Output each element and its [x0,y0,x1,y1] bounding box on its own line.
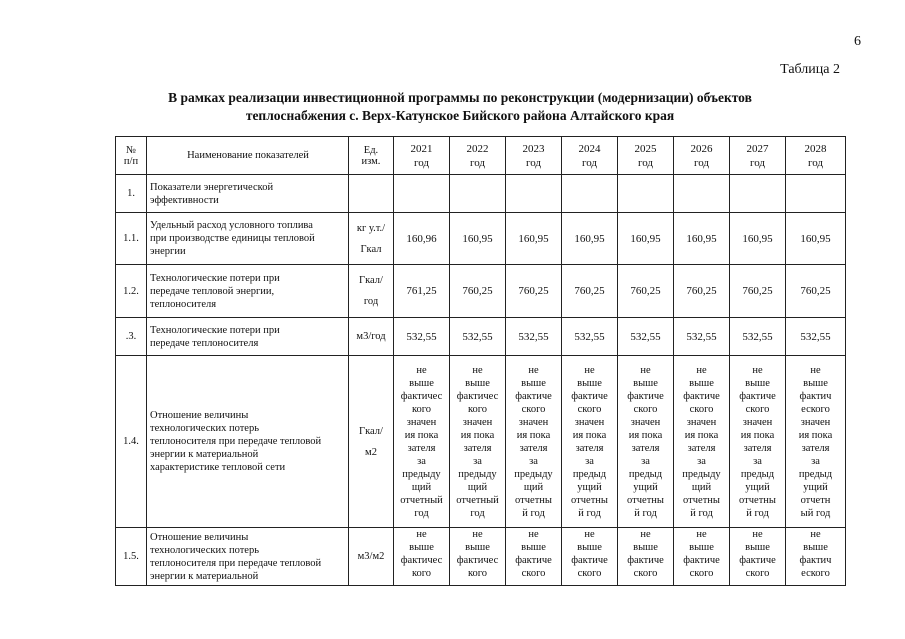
table-row [116,213,846,265]
value-cell-line: выше [689,542,714,553]
value-cell-line: фактиче [739,555,776,566]
value-cell-line: не [584,364,595,376]
value-cell-line: фактичес [456,555,499,566]
value-cell-line: отчетны [571,494,608,506]
row-unit [349,213,394,265]
header-year-2026 [674,137,730,175]
value-cell-line: не [752,529,763,540]
value-cell-line: значен [406,416,437,428]
value-cell-line: выше [803,377,828,389]
value-cell-2024: 760,25 [562,265,618,318]
header-year-value: 2023 [522,142,545,155]
value-cell-2028 [786,356,846,528]
row-name-line: при производстве единицы тепловой [150,233,315,244]
indicators-table [115,136,846,586]
value-cell-line: ущий [633,481,658,493]
value-cell-line: фактич [799,390,832,402]
value-cell-2028 [786,175,846,213]
row-number: 1.5. [116,528,147,586]
value-cell-line: й год [634,507,657,519]
value-cell-line: фактичес [400,390,443,402]
header-year-2022 [450,137,506,175]
header-year-value: 2024 [578,142,601,155]
value-cell-line: предыд [798,468,833,480]
value-cell-line: отчетный [400,494,443,506]
value-cell-2023: 760,25 [506,265,562,318]
table-row [116,356,846,528]
value-cell-2027 [730,356,786,528]
row-name-line: теплоносителя при передаче тепловой [150,436,322,447]
value-cell-2024 [562,528,618,586]
header-num-line-2: п/п [123,155,139,167]
value-cell-line: кого [467,403,488,415]
header-name: Наименование показателей [147,137,349,175]
value-cell-line: не [472,529,483,540]
document-title-line-2: теплоснабжения с. Верх-Катунское Бийского района Алтайского края [245,108,675,123]
value-cell-line: предыд [572,468,607,480]
header-year-suffix: год [637,156,654,169]
value-cell-line: зателя [631,442,660,454]
value-cell-line: выше [577,542,602,553]
value-cell-line: ия пока [684,429,719,441]
value-cell-2028 [786,528,846,586]
value-cell-line: зателя [743,442,772,454]
value-cell-line: ия пока [404,429,439,441]
value-cell-2023 [506,528,562,586]
value-cell-line: выше [465,377,490,389]
value-cell-line: зателя [687,442,716,454]
header-year-value: 2025 [634,142,657,155]
value-cell-line: фактиче [683,390,720,402]
value-cell-2023 [506,356,562,528]
row-name [147,265,349,318]
value-cell-line: выше [745,542,770,553]
value-cell-line: значен [800,416,831,428]
value-cell-2028: 532,55 [786,318,846,356]
value-cell-line: зателя [801,442,830,454]
value-cell-line: отчетны [627,494,664,506]
value-cell-2024: 532,55 [562,318,618,356]
value-cell-line: й год [746,507,769,519]
row-name [147,318,349,356]
value-cell-line: не [528,529,539,540]
value-cell-2025: 532,55 [618,318,674,356]
value-cell-2023: 160,95 [506,213,562,265]
value-cell-line: не [810,364,821,376]
value-cell-line: ия пока [628,429,663,441]
value-cell-line: выше [803,542,828,553]
row-unit-line: Гкал [360,243,382,255]
value-cell-line: не [528,364,539,376]
row-unit-line: м2 [365,446,377,458]
value-cell-line: не [696,529,707,540]
value-cell-line: ый год [800,507,831,519]
value-cell-line: за [417,455,426,467]
value-cell-line: ского [689,403,714,415]
value-cell-2022: 160,95 [450,213,506,265]
value-cell-2022 [450,528,506,586]
table-row [116,265,846,318]
value-cell-line: щий [411,481,432,493]
row-name-line: энергии [150,246,186,257]
header-year-value: 2022 [466,142,489,155]
value-cell-line: й год [690,507,713,519]
row-unit-line: Гкал/ [359,275,383,286]
value-cell-2027: 760,25 [730,265,786,318]
table-header-row [116,137,846,175]
value-cell-2026: 160,95 [674,213,730,265]
value-cell-line: выше [521,542,546,553]
value-cell-line: значен [462,416,493,428]
value-cell-line: за [585,455,594,467]
row-name-line: Отношение величины [150,531,249,543]
value-cell-line: значен [574,416,605,428]
value-cell-2025: 760,25 [618,265,674,318]
row-unit-line: м3/м2 [357,551,385,562]
value-cell-2026 [674,175,730,213]
row-name-line: теплоносителя при передаче тепловой [150,557,322,569]
value-cell-line: значен [742,416,773,428]
value-cell-line: предыд [628,468,663,480]
value-cell-line: щий [523,481,544,493]
header-unit-line-1: Ед. [363,144,379,156]
value-cell-2027 [730,528,786,586]
value-cell-line: зателя [407,442,436,454]
header-year-value: 2026 [690,142,713,155]
header-year-2024 [562,137,618,175]
header-year-value: 2021 [410,142,433,155]
value-cell-line: кого [411,403,432,415]
value-cell-line: фактиче [571,555,608,566]
row-unit-line: Гкал/ [359,425,383,437]
header-year-2025 [618,137,674,175]
value-cell-line: выше [409,542,434,553]
header-year-suffix: год [749,156,766,169]
value-cell-line: за [529,455,538,467]
value-cell-line: зателя [519,442,548,454]
value-cell-line: выше [633,377,658,389]
row-name-line: передаче тепловой энергии, [150,285,275,297]
table-row [116,318,846,356]
header-year-2023 [506,137,562,175]
header-year-2028 [786,137,846,175]
value-cell-line: фактиче [627,555,664,566]
value-cell-line: ия пока [516,429,551,441]
header-year-suffix: год [693,156,710,169]
value-cell-line: еского [801,403,830,415]
value-cell-2021: 761,25 [394,265,450,318]
value-cell-line: фактиче [683,555,720,566]
row-number: 1. [116,175,147,213]
row-unit [349,528,394,586]
value-cell-2026 [674,528,730,586]
header-year-2027 [730,137,786,175]
value-cell-line: за [641,455,650,467]
value-cell-line: за [473,455,482,467]
value-cell-line: отчетны [515,494,552,506]
value-cell-2025 [618,175,674,213]
table-body [116,175,846,586]
value-cell-line: фактиче [515,390,552,402]
row-number: 1.2. [116,265,147,318]
value-cell-2024: 160,95 [562,213,618,265]
value-cell-2025: 160,95 [618,213,674,265]
value-cell-line: выше [521,377,546,389]
page-number: 6 [854,34,861,49]
value-cell-line: не [584,529,595,540]
row-number: 1.1. [116,213,147,265]
row-unit-line: м3/год [356,331,386,342]
value-cell-2023 [506,175,562,213]
row-name-line: технологических потерь [150,544,259,556]
value-cell-line: ущий [577,481,602,493]
row-name-line: Показатели энергетической [150,181,274,193]
value-cell-2028: 160,95 [786,213,846,265]
row-name-line: характеристике тепловой сети [150,462,286,473]
header-year-value: 2027 [746,142,769,155]
value-cell-line: за [753,455,762,467]
header-year-suffix: год [525,156,542,169]
value-cell-2021: 532,55 [394,318,450,356]
value-cell-line: выше [409,377,434,389]
value-cell-line: кого [467,568,488,579]
value-cell-line: отчетный [456,494,499,506]
table-row [116,528,846,586]
value-cell-line: значен [630,416,661,428]
header-year-suffix: год [469,156,486,169]
row-unit-line: год [363,296,379,307]
table-label: Таблица 2 [780,62,840,77]
value-cell-2027: 532,55 [730,318,786,356]
value-cell-2027 [730,175,786,213]
value-cell-2023: 532,55 [506,318,562,356]
value-cell-2022: 532,55 [450,318,506,356]
row-name-line: Технологические потери при [150,272,280,284]
value-cell-2021: 160,96 [394,213,450,265]
value-cell-line: щий [691,481,712,493]
row-name [147,175,349,213]
value-cell-line: ущий [745,481,770,493]
value-cell-line: ия пока [798,429,833,441]
value-cell-line: еского [801,568,830,579]
value-cell-line: фактиче [739,390,776,402]
value-cell-2024 [562,356,618,528]
value-cell-line: ия пока [740,429,775,441]
value-cell-line: фактиче [515,555,552,566]
value-cell-line: ия пока [460,429,495,441]
value-cell-line: предыду [458,468,497,480]
value-cell-2021 [394,356,450,528]
value-cell-line: ского [633,403,658,415]
header-year-suffix: год [413,156,430,169]
value-cell-line: й год [578,507,601,519]
row-name-line: Технологические потери при [150,324,280,336]
value-cell-line: не [696,364,707,376]
value-cell-2026: 532,55 [674,318,730,356]
value-cell-2022 [450,175,506,213]
value-cell-2021 [394,175,450,213]
value-cell-line: предыду [402,468,441,480]
value-cell-2025 [618,356,674,528]
value-cell-line: щий [467,481,488,493]
value-cell-2021 [394,528,450,586]
row-name-line: передаче теплоносителя [150,337,259,349]
row-name-line: энергии к материальной [150,570,259,582]
row-name-line: Удельный расход условного топлива [150,220,313,231]
value-cell-line: отчетны [683,494,720,506]
value-cell-line: выше [633,542,658,553]
value-cell-line: кого [411,568,432,579]
value-cell-line: выше [465,542,490,553]
value-cell-line: не [416,529,427,540]
row-name [147,528,349,586]
row-unit-line: кг у.т./ [356,222,386,234]
value-cell-line: значен [518,416,549,428]
value-cell-line: ского [745,403,770,415]
row-name [147,213,349,265]
header-unit [349,137,394,175]
row-unit [349,356,394,528]
value-cell-line: выше [577,377,602,389]
value-cell-2022: 760,25 [450,265,506,318]
row-name-line: энергии к материальной [150,449,259,460]
value-cell-line: не [416,364,427,376]
value-cell-line: фактич [799,555,832,566]
document-title [110,89,810,125]
value-cell-line: ского [633,568,658,579]
value-cell-2027: 160,95 [730,213,786,265]
value-cell-line: не [640,364,651,376]
header-year-2021 [394,137,450,175]
table-row [116,175,846,213]
value-cell-line: не [810,529,821,540]
value-cell-2026: 760,25 [674,265,730,318]
value-cell-line: ия пока [572,429,607,441]
row-name [147,356,349,528]
row-unit [349,318,394,356]
value-cell-line: ского [521,568,546,579]
value-cell-line: фактиче [627,390,664,402]
header-unit-line-2: изм. [361,155,381,167]
value-cell-line: зателя [463,442,492,454]
value-cell-line: за [811,455,820,467]
document-title-line-1: В рамках реализации инвестиционной программы по реконструкции (модернизации) объектов [168,90,752,105]
row-number: 1.4. [116,356,147,528]
value-cell-line: фактичес [456,390,499,402]
header-num [116,137,147,175]
value-cell-line: ского [689,568,714,579]
value-cell-line: год [470,507,485,519]
header-num-line-1: № [125,144,137,156]
value-cell-line: предыду [514,468,553,480]
header-year-suffix: год [807,156,824,169]
value-cell-line: за [697,455,706,467]
value-cell-line: ского [577,403,602,415]
value-cell-line: не [472,364,483,376]
value-cell-2025 [618,528,674,586]
value-cell-line: выше [689,377,714,389]
row-name-line: эффективности [150,194,219,206]
value-cell-line: фактиче [571,390,608,402]
value-cell-line: ского [521,403,546,415]
value-cell-line: фактичес [400,555,443,566]
value-cell-line: ского [745,568,770,579]
value-cell-line: отчетн [800,494,831,506]
value-cell-line: предыду [682,468,721,480]
value-cell-line: выше [745,377,770,389]
value-cell-line: предыд [740,468,775,480]
value-cell-line: год [414,507,429,519]
value-cell-2028: 760,25 [786,265,846,318]
value-cell-line: значен [686,416,717,428]
row-unit [349,265,394,318]
value-cell-line: ского [577,568,602,579]
value-cell-2022 [450,356,506,528]
row-unit [349,175,394,213]
header-year-suffix: год [581,156,598,169]
value-cell-line: не [640,529,651,540]
row-name-line: теплоносителя [150,298,217,310]
header-year-value: 2028 [804,142,827,155]
value-cell-line: зателя [575,442,604,454]
row-number: .3. [116,318,147,356]
value-cell-2026 [674,356,730,528]
value-cell-line: й год [522,507,545,519]
value-cell-line: отчетны [739,494,776,506]
value-cell-2024 [562,175,618,213]
value-cell-line: не [752,364,763,376]
row-name-line: технологических потерь [150,423,259,434]
row-name-line: Отношение величины [150,410,249,421]
value-cell-line: ущий [803,481,828,493]
